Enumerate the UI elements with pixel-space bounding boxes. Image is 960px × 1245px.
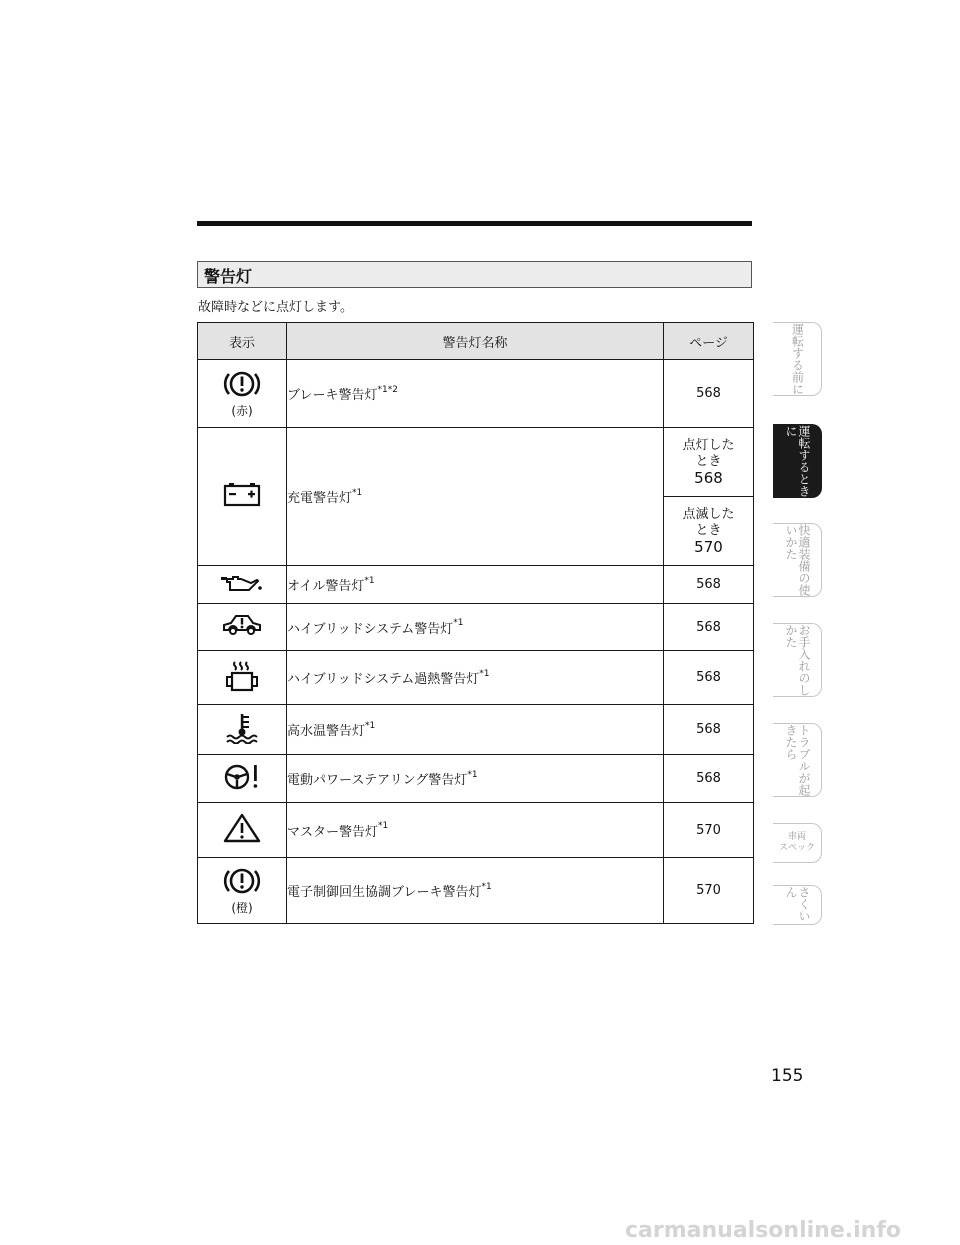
page-link[interactable]: 点滅した とき 570 bbox=[664, 497, 754, 566]
lamp-name: マスター警告灯$^{*1}$ bbox=[287, 803, 664, 858]
lamp-name: ハイブリッドシステム警告灯$^{*1}$ bbox=[287, 604, 664, 651]
power-steering-icon bbox=[222, 762, 262, 792]
oil-can-icon bbox=[219, 572, 265, 594]
battery-charge-icon bbox=[222, 482, 262, 508]
icon-cell bbox=[198, 360, 287, 428]
table-row bbox=[198, 604, 754, 651]
brake-warning-icon bbox=[222, 369, 262, 399]
table-row bbox=[198, 651, 754, 705]
section-title: 警告灯 bbox=[204, 267, 253, 286]
lamp-name: オイル警告灯$^{*1}$ bbox=[287, 566, 664, 604]
table-header-row bbox=[198, 323, 754, 360]
table-row bbox=[198, 858, 754, 924]
icon-cell bbox=[198, 803, 287, 858]
hybrid-car-warning-icon bbox=[220, 612, 264, 638]
page-number: 155 bbox=[771, 1066, 804, 1086]
icon-cell bbox=[198, 428, 287, 566]
lamp-name: 電動パワーステアリング警告灯$^{*1}$ bbox=[287, 755, 664, 803]
header-lamp-name: 警告灯名称 bbox=[287, 323, 664, 360]
brake-warning-icon bbox=[222, 866, 262, 896]
icon-cell bbox=[198, 858, 287, 924]
icon-cell bbox=[198, 705, 287, 755]
page-link[interactable]: 568 bbox=[664, 705, 754, 755]
section-header bbox=[197, 261, 752, 288]
lamp-name: 充電警告灯$^{*1}$ bbox=[287, 428, 664, 566]
table-row bbox=[198, 428, 754, 497]
page-link[interactable]: 568 bbox=[664, 566, 754, 604]
side-tab-specs[interactable]: 車両 スペック bbox=[773, 823, 822, 863]
side-tab-comfort-features[interactable]: 快適装備の使いかた bbox=[773, 523, 822, 597]
side-tab-while-driving[interactable]: 運転するときに bbox=[773, 424, 822, 498]
header-display: 表示 bbox=[198, 323, 287, 360]
side-tab-before-driving[interactable]: 運転する前に bbox=[773, 322, 822, 396]
page-link[interactable]: 568 bbox=[664, 604, 754, 651]
side-tab-maintenance[interactable]: お手入れのしかた bbox=[773, 623, 822, 697]
page-link[interactable]: 568 bbox=[664, 360, 754, 428]
icon-caption: (赤) bbox=[231, 404, 253, 418]
icon-cell bbox=[198, 604, 287, 651]
table-row bbox=[198, 755, 754, 803]
icon-cell bbox=[198, 755, 287, 803]
table-row bbox=[198, 360, 754, 428]
page-link[interactable]: 568 bbox=[664, 651, 754, 705]
page-link[interactable]: 570 bbox=[664, 803, 754, 858]
lamp-name: 電子制御回生協調ブレーキ警告灯$^{*1}$ bbox=[287, 858, 664, 924]
side-tab-index[interactable]: さくいん bbox=[773, 885, 822, 925]
lamp-name: 高水温警告灯$^{*1}$ bbox=[287, 705, 664, 755]
warning-lamp-table bbox=[197, 322, 754, 924]
top-rule bbox=[197, 221, 752, 226]
icon-cell bbox=[198, 651, 287, 705]
page-link[interactable]: 568 bbox=[664, 755, 754, 803]
table-row bbox=[198, 803, 754, 858]
table-row bbox=[198, 705, 754, 755]
icon-caption: (橙) bbox=[231, 901, 253, 915]
side-tab-troubleshooting[interactable]: トラブルが起きたら bbox=[773, 723, 822, 797]
page-link[interactable]: 点灯した とき 568 bbox=[664, 428, 754, 497]
watermark: carmanualsonline.info bbox=[625, 1218, 901, 1243]
table-row bbox=[198, 566, 754, 604]
header-page: ページ bbox=[664, 323, 754, 360]
icon-cell bbox=[198, 566, 287, 604]
hybrid-overheat-icon bbox=[224, 660, 260, 692]
section-intro: 故障時などに点灯します。 bbox=[198, 300, 353, 315]
page-link[interactable]: 570 bbox=[664, 858, 754, 924]
coolant-temp-icon bbox=[224, 712, 260, 744]
master-warning-icon bbox=[222, 812, 262, 844]
lamp-name: ハイブリッドシステム過熱警告灯$^{*1}$ bbox=[287, 651, 664, 705]
lamp-name: ブレーキ警告灯$^{*1*2}$ bbox=[287, 360, 664, 428]
